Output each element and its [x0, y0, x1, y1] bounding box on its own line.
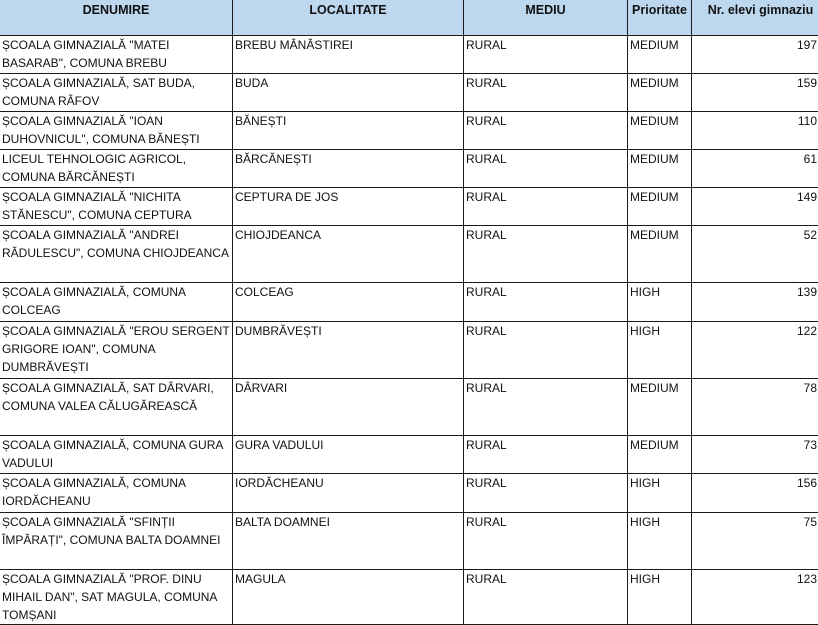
cell-mediu[interactable]: RURAL [464, 188, 628, 226]
cell-denumire[interactable]: ȘCOALA GIMNAZIALĂ, COMUNA GURA VADULUI [0, 436, 233, 474]
cell-denumire[interactable]: ȘCOALA GIMNAZIALĂ "PROF. DINU MIHAIL DAN", SAT MAGULA, COMUNA TOMȘANI [0, 570, 233, 625]
cell-mediu[interactable]: RURAL [464, 436, 628, 474]
cell-prioritate[interactable]: HIGH [628, 283, 692, 322]
cell-denumire[interactable]: ȘCOALA GIMNAZIALĂ, COMUNA IORDĂCHEANU [0, 474, 233, 513]
table-row [0, 112, 818, 150]
cell-prioritate[interactable]: HIGH [628, 474, 692, 513]
table-row [0, 570, 818, 625]
cell-localitate[interactable]: MAGULA [233, 570, 464, 625]
cell-mediu[interactable]: RURAL [464, 513, 628, 570]
table-row [0, 379, 818, 436]
cell-localitate[interactable]: GURA VADULUI [233, 436, 464, 474]
cell-prioritate[interactable]: MEDIUM [628, 226, 692, 283]
cell-nr-elevi[interactable]: 122 [692, 322, 818, 379]
cell-localitate[interactable]: BALTA DOAMNEI [233, 513, 464, 570]
cell-mediu[interactable]: RURAL [464, 283, 628, 322]
table-row [0, 474, 818, 513]
header-prioritate[interactable]: Prioritate [628, 0, 692, 36]
cell-nr-elevi[interactable]: 61 [692, 150, 818, 188]
cell-localitate[interactable]: COLCEAG [233, 283, 464, 322]
cell-nr-elevi[interactable]: 139 [692, 283, 818, 322]
cell-prioritate[interactable]: MEDIUM [628, 74, 692, 112]
cell-prioritate[interactable]: MEDIUM [628, 436, 692, 474]
cell-mediu[interactable]: RURAL [464, 150, 628, 188]
table-row [0, 436, 818, 474]
cell-prioritate[interactable]: HIGH [628, 513, 692, 570]
cell-localitate[interactable]: CEPTURA DE JOS [233, 188, 464, 226]
cell-denumire[interactable]: LICEUL TEHNOLOGIC AGRICOL, COMUNA BĂRCĂNEȘTI [0, 150, 233, 188]
cell-denumire[interactable]: ȘCOALA GIMNAZIALĂ, COMUNA COLCEAG [0, 283, 233, 322]
cell-prioritate[interactable]: HIGH [628, 322, 692, 379]
cell-prioritate[interactable]: MEDIUM [628, 112, 692, 150]
cell-localitate[interactable]: BĂNEȘTI [233, 112, 464, 150]
cell-localitate[interactable]: CHIOJDEANCA [233, 226, 464, 283]
cell-denumire[interactable]: ȘCOALA GIMNAZIALĂ "EROU SERGENT GRIGORE IOAN", COMUNA DUMBRĂVEȘTI [0, 322, 233, 379]
cell-mediu[interactable]: RURAL [464, 226, 628, 283]
cell-mediu[interactable]: RURAL [464, 322, 628, 379]
table-row [0, 322, 818, 379]
cell-denumire[interactable]: ȘCOALA GIMNAZIALĂ, SAT DÂRVARI, COMUNA VALEA CĂLUGĂREASCĂ [0, 379, 233, 436]
table-row [0, 283, 818, 322]
cell-nr-elevi[interactable]: 75 [692, 513, 818, 570]
cell-denumire[interactable]: ȘCOALA GIMNAZIALĂ "SFINȚII ÎMPĂRAȚI", COMUNA BALTA DOAMNEI [0, 513, 233, 570]
cell-localitate[interactable]: BREBU MÂNĂSTIREI [233, 36, 464, 74]
cell-denumire[interactable]: ȘCOALA GIMNAZIALĂ "MATEI BASARAB", COMUNA BREBU [0, 36, 233, 74]
table-row [0, 513, 818, 570]
cell-localitate[interactable]: DÂRVARI [233, 379, 464, 436]
cell-localitate[interactable]: BUDA [233, 74, 464, 112]
cell-localitate[interactable]: DUMBRĂVEȘTI [233, 322, 464, 379]
cell-nr-elevi[interactable]: 159 [692, 74, 818, 112]
table-row [0, 74, 818, 112]
cell-localitate[interactable]: IORDĂCHEANU [233, 474, 464, 513]
header-mediu[interactable]: MEDIU [464, 0, 628, 36]
cell-denumire[interactable]: ȘCOALA GIMNAZIALĂ, SAT BUDA, COMUNA RÂFOV [0, 74, 233, 112]
cell-mediu[interactable]: RURAL [464, 474, 628, 513]
table-row [0, 150, 818, 188]
header-nr-elevi[interactable]: Nr. elevi gimnaziu [692, 0, 818, 36]
cell-nr-elevi[interactable]: 149 [692, 188, 818, 226]
cell-nr-elevi[interactable]: 156 [692, 474, 818, 513]
cell-localitate[interactable]: BĂRCĂNEȘTI [233, 150, 464, 188]
cell-nr-elevi[interactable]: 197 [692, 36, 818, 74]
cell-nr-elevi[interactable]: 52 [692, 226, 818, 283]
cell-nr-elevi[interactable]: 78 [692, 379, 818, 436]
table-row [0, 188, 818, 226]
cell-prioritate[interactable]: MEDIUM [628, 188, 692, 226]
cell-denumire[interactable]: ȘCOALA GIMNAZIALĂ "IOAN DUHOVNICUL", COMUNA BĂNEȘTI [0, 112, 233, 150]
cell-mediu[interactable]: RURAL [464, 112, 628, 150]
cell-denumire[interactable]: ȘCOALA GIMNAZIALĂ "ANDREI RĂDULESCU", COMUNA CHIOJDEANCA [0, 226, 233, 283]
cell-mediu[interactable]: RURAL [464, 379, 628, 436]
cell-mediu[interactable]: RURAL [464, 36, 628, 74]
cell-nr-elevi[interactable]: 73 [692, 436, 818, 474]
header-localitate[interactable]: LOCALITATE [233, 0, 464, 36]
header-row [0, 0, 818, 36]
header-denumire[interactable]: DENUMIRE [0, 0, 233, 36]
cell-nr-elevi[interactable]: 123 [692, 570, 818, 625]
cell-nr-elevi[interactable]: 110 [692, 112, 818, 150]
table-row [0, 36, 818, 74]
cell-prioritate[interactable]: MEDIUM [628, 36, 692, 74]
table-row [0, 226, 818, 283]
cell-mediu[interactable]: RURAL [464, 570, 628, 625]
cell-mediu[interactable]: RURAL [464, 74, 628, 112]
cell-prioritate[interactable]: MEDIUM [628, 379, 692, 436]
cell-prioritate[interactable]: MEDIUM [628, 150, 692, 188]
cell-prioritate[interactable]: HIGH [628, 570, 692, 625]
cell-denumire[interactable]: ȘCOALA GIMNAZIALĂ "NICHITA STĂNESCU", COMUNA CEPTURA [0, 188, 233, 226]
